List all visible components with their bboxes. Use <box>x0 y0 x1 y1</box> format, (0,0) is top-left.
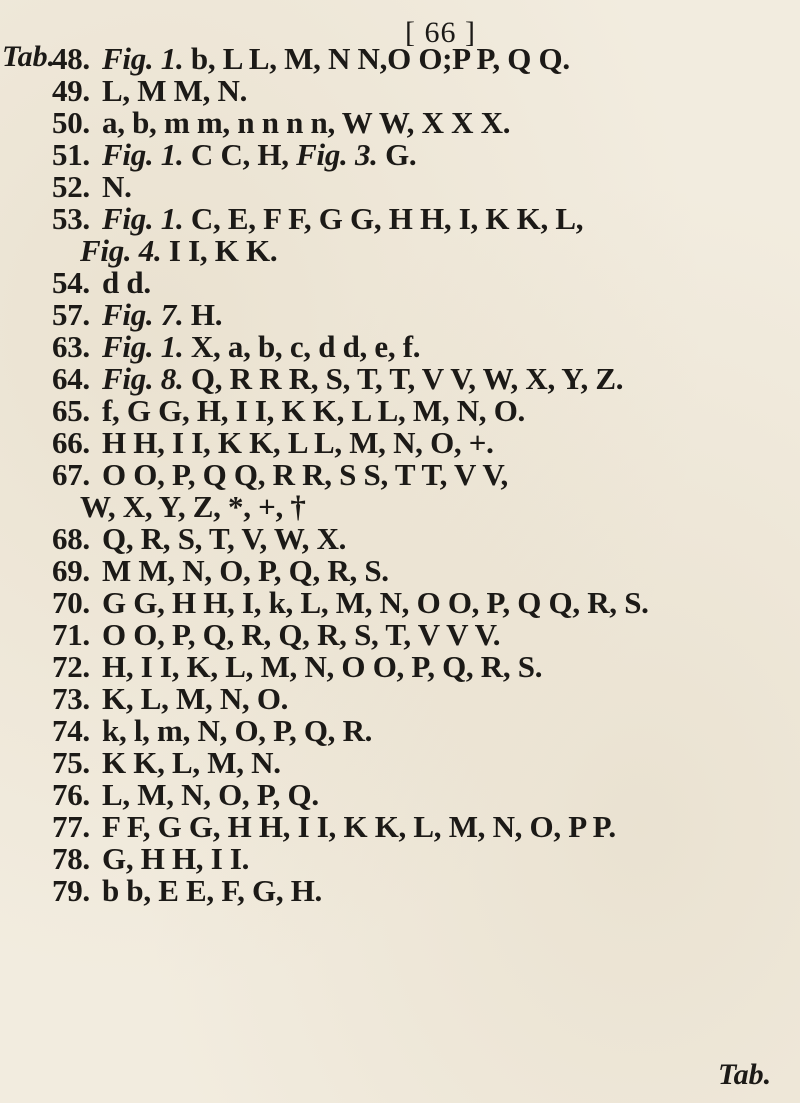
list-item <box>52 715 792 747</box>
list-item <box>52 459 792 491</box>
entry-text: C, E, F F, G G, H H, I, K K, L, <box>190 201 584 236</box>
errata-list <box>52 43 792 907</box>
list-item <box>52 875 792 907</box>
entry-text: f, G G, H, I I, K K, L L, M, N, O. <box>102 393 525 428</box>
entry-text: G, H H, I I. <box>102 841 250 876</box>
entry-text: a, b, m m, n n n n, W W, X X X. <box>102 105 511 140</box>
list-item <box>52 555 792 587</box>
list-item <box>52 75 792 107</box>
entry-number: 70. <box>52 585 90 620</box>
list-item <box>52 651 792 683</box>
entry-text: L, M, N, O, P, Q. <box>102 777 319 812</box>
entry-text: O O, P, Q, R, Q, R, S, T, V V V. <box>102 617 501 652</box>
figure-ref-2: Fig. 3. <box>296 137 378 172</box>
entry-text: Q, R R R, S, T, T, V V, W, X, Y, Z. <box>190 361 624 396</box>
entry-number: 53. <box>52 201 90 236</box>
list-item-continued <box>52 235 792 267</box>
list-item <box>52 331 792 363</box>
figure-ref: Fig. 4. <box>80 233 162 268</box>
entry-text-2: G. <box>385 137 417 172</box>
list-item <box>52 779 792 811</box>
entry-number: 64. <box>52 361 90 396</box>
entry-text: N. <box>102 169 132 204</box>
list-item <box>52 811 792 843</box>
entry-text: F F, G G, H H, I I, K K, L, M, N, O, P P. <box>102 809 616 844</box>
list-item <box>52 299 792 331</box>
entry-text: X, a, b, c, d d, e, f. <box>190 329 421 364</box>
entry-number: 74. <box>52 713 90 748</box>
list-item <box>52 587 792 619</box>
list-item <box>52 267 792 299</box>
entry-number: 73. <box>52 681 90 716</box>
list-item <box>52 683 792 715</box>
list-item <box>52 843 792 875</box>
entry-number: 75. <box>52 745 90 780</box>
entry-number: 69. <box>52 553 90 588</box>
figure-ref: Fig. 7. <box>102 297 184 332</box>
entry-text: H, I I, K, L, M, N, O O, P, Q, R, S. <box>102 649 543 684</box>
entry-number: 67. <box>52 457 90 492</box>
entry-number: 66. <box>52 425 90 460</box>
figure-ref: Fig. 1. <box>102 137 184 172</box>
entry-text: Q, R, S, T, V, W, X. <box>102 521 347 556</box>
entry-number: 78. <box>52 841 90 876</box>
entry-text: M M, N, O, P, Q, R, S. <box>102 553 389 588</box>
list-item <box>52 139 792 171</box>
entry-text: H. <box>190 297 223 332</box>
entry-number: 51. <box>52 137 90 172</box>
list-item <box>52 43 792 75</box>
list-item <box>52 363 792 395</box>
entry-text: O O, P, Q Q, R R, S S, T T, V V, <box>102 457 508 492</box>
list-item <box>52 107 792 139</box>
entry-text: k, l, m, N, O, P, Q, R. <box>102 713 373 748</box>
entry-text: I I, K K. <box>168 233 278 268</box>
entry-text: K K, L, M, N. <box>102 745 281 780</box>
catchword: Tab. <box>718 1058 772 1091</box>
list-item <box>52 523 792 555</box>
list-item <box>52 203 792 235</box>
entry-text: L, M M, N. <box>102 73 248 108</box>
entry-text: K, L, M, N, O. <box>102 681 289 716</box>
tab-label: Tab. <box>2 40 56 73</box>
figure-ref: Fig. 1. <box>102 329 184 364</box>
entry-number: 63. <box>52 329 90 364</box>
entry-text: b, L L, M, N N,O O;P P, Q Q. <box>190 41 570 76</box>
entry-number: 65. <box>52 393 90 428</box>
entry-text: G G, H H, I, k, L, M, N, O O, P, Q Q, R, S. <box>102 585 649 620</box>
figure-ref: Fig. 1. <box>102 41 184 76</box>
entry-number: 54. <box>52 265 90 300</box>
entry-number: 72. <box>52 649 90 684</box>
list-item <box>52 395 792 427</box>
entry-number: 76. <box>52 777 90 812</box>
entry-number: 48. <box>52 41 90 76</box>
entry-text: d d. <box>102 265 151 300</box>
page-number: [ 66 ] <box>405 16 476 49</box>
list-item <box>52 427 792 459</box>
figure-ref: Fig. 8. <box>102 361 184 396</box>
entry-text: W, X, Y, Z, *, +, † <box>80 489 306 524</box>
entry-text: b b, E E, F, G, H. <box>102 873 323 908</box>
entry-text: H H, I I, K K, L L, M, N, O, +. <box>102 425 494 460</box>
entry-number: 71. <box>52 617 90 652</box>
figure-ref: Fig. 1. <box>102 201 184 236</box>
list-item-continued <box>52 491 792 523</box>
entry-number: 52. <box>52 169 90 204</box>
entry-number: 68. <box>52 521 90 556</box>
entry-number: 50. <box>52 105 90 140</box>
list-item <box>52 747 792 779</box>
list-item <box>52 619 792 651</box>
entry-number: 49. <box>52 73 90 108</box>
entry-number: 79. <box>52 873 90 908</box>
entry-text: C C, H, <box>190 137 289 172</box>
entry-number: 77. <box>52 809 90 844</box>
entry-number: 57. <box>52 297 90 332</box>
list-item <box>52 171 792 203</box>
